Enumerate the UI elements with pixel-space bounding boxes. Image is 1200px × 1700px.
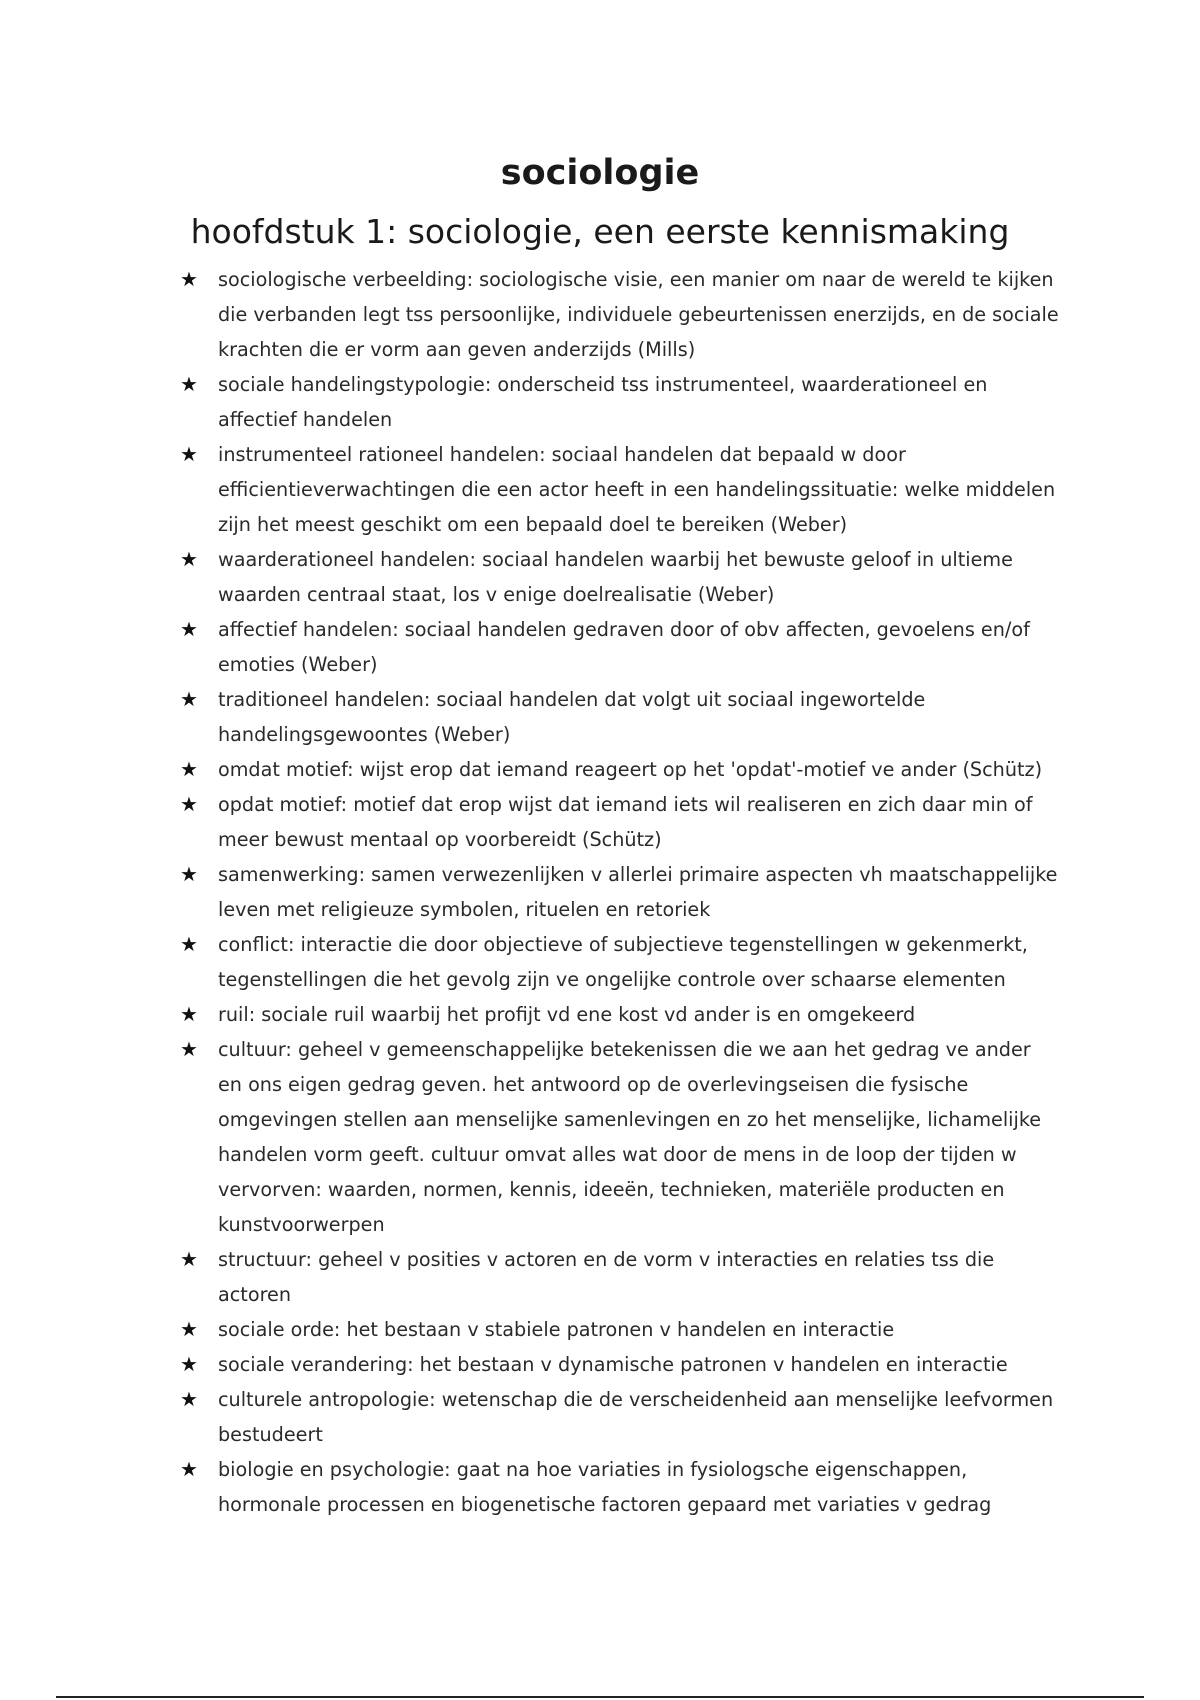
star-icon: ★ (180, 372, 198, 396)
star-icon: ★ (180, 547, 198, 571)
definition-list (180, 262, 1060, 1522)
list-item-text: sociale handelingstypologie: onderscheid tss instrumenteel, waarderationeel en affectief handelen (218, 373, 988, 431)
list-item (180, 437, 1060, 542)
star-icon: ★ (180, 757, 198, 781)
list-item-text: sociologische verbeelding: sociologische visie, een manier om naar de wereld te kijken die verbanden legt tss persoonlijke, individuele gebeurtenissen enerzijds, en de sociale krachten die er vorm aan geven anderzijds (Mills) (218, 268, 1059, 361)
list-item-text: conflict: interactie die door objectieve of subjectieve tegenstellingen w gekenmerkt, tegenstellingen die het gevolg zijn ve ongelijke controle over schaarse elementen (218, 933, 1028, 991)
page-title: sociologie (500, 153, 700, 193)
star-icon: ★ (180, 267, 198, 291)
list-item-text: affectief handelen: sociaal handelen gedraven door of obv affecten, gevoelens en/of emoties (Weber) (218, 618, 1030, 676)
list-item (180, 367, 1060, 437)
list-item-text: cultuur: geheel v gemeenschappelijke betekenissen die we aan het gedrag ve ander en ons eigen gedrag geven. het antwoord op de overlevingseisen die fysische omgevingen stellen aan menselijke samenlevingen en zo het menselijke, lichamelijke handelen vorm geeft. cultuur omvat alles wat door de mens in de loop der tijden w vervorven: waarden, normen, kennis, ideeën, technieken, materiële producten en kunstvoorwerpen (218, 1038, 1042, 1236)
list-item (180, 1347, 1060, 1382)
list-item-text: waarderationeel handelen: sociaal handelen waarbij het bewuste geloof in ultieme waarden centraal staat, los v enige doelrealisatie (Weber) (218, 548, 1013, 606)
list-item (180, 1312, 1060, 1347)
bottom-divider (56, 1696, 1144, 1698)
star-icon: ★ (180, 687, 198, 711)
star-icon: ★ (180, 1457, 198, 1481)
list-item-text: culturele antropologie: wetenschap die de verscheidenheid aan menselijke leefvormen bestudeert (218, 1388, 1054, 1446)
star-icon: ★ (180, 862, 198, 886)
list-item (180, 682, 1060, 752)
list-item (180, 612, 1060, 682)
list-item-text: omdat motief: wijst erop dat iemand reageert op het 'opdat'-motief ve ander (Schütz) (218, 758, 1043, 781)
list-item (180, 1452, 1060, 1522)
list-item (180, 997, 1060, 1032)
list-item (180, 1382, 1060, 1452)
list-item-text: structuur: geheel v posities v actoren en de vorm v interacties en relaties tss die actoren (218, 1248, 995, 1306)
list-item-text: opdat motief: motief dat erop wijst dat iemand iets wil realiseren en zich daar min of meer bewust mentaal op voorbereidt (Schütz) (218, 793, 1033, 851)
star-icon: ★ (180, 1387, 198, 1411)
star-icon: ★ (180, 617, 198, 641)
list-item-text: sociale verandering: het bestaan v dynamische patronen v handelen en interactie (218, 1353, 1008, 1376)
list-item (180, 927, 1060, 997)
list-item (180, 752, 1060, 787)
star-icon: ★ (180, 1002, 198, 1026)
list-item (180, 1242, 1060, 1312)
list-item-text: sociale orde: het bestaan v stabiele patronen v handelen en interactie (218, 1318, 895, 1341)
list-item (180, 857, 1060, 927)
star-icon: ★ (180, 792, 198, 816)
star-icon: ★ (180, 1037, 198, 1061)
list-item-text: traditioneel handelen: sociaal handelen dat volgt uit sociaal ingewortelde handelingsgewoontes (Weber) (218, 688, 926, 746)
star-icon: ★ (180, 1352, 198, 1376)
star-icon: ★ (180, 1247, 198, 1271)
list-item (180, 787, 1060, 857)
list-item-text: instrumenteel rationeel handelen: sociaal handelen dat bepaald w door efficientieverwachtingen die een actor heeft in een handelingssituatie: welke middelen zijn het meest geschikt om een bepaald doel te bereiken (Weber) (218, 443, 1056, 536)
list-item-text: ruil: sociale ruil waarbij het profijt vd ene kost vd ander is en omgekeerd (218, 1003, 916, 1026)
list-item (180, 262, 1060, 367)
list-item-text: biologie en psychologie: gaat na hoe variaties in fysiologsche eigenschappen, hormonale processen en biogenetische factoren gepaard met variaties v gedrag (218, 1458, 992, 1516)
list-item (180, 542, 1060, 612)
star-icon: ★ (180, 1317, 198, 1341)
star-icon: ★ (180, 932, 198, 956)
star-icon: ★ (180, 442, 198, 466)
list-item-text: samenwerking: samen verwezenlijken v allerlei primaire aspecten vh maatschappelijke leven met religieuze symbolen, rituelen en retoriek (218, 863, 1058, 921)
list-item (180, 1032, 1060, 1242)
chapter-heading: hoofdstuk 1: sociologie, een eerste kennismaking (190, 212, 1010, 251)
